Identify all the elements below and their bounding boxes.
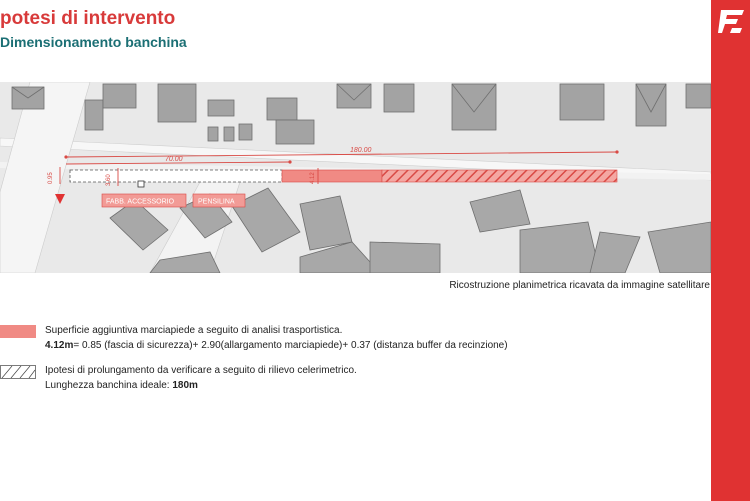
dim-left2-label: 3.60: [106, 174, 112, 186]
legend-swatch-solid-icon: [0, 325, 36, 338]
legend-item1-rest: = 0.85 (fascia di sicurezza)+ 2.90(allargamento marciapiede)+ 0.37 (distanza buffer da recinzione): [73, 340, 508, 351]
dim-mid-label: 4.12: [310, 172, 316, 184]
site-plan-map: [0, 82, 711, 273]
dim-total-label: 180.00: [350, 147, 372, 154]
legend-item2-line1: Ipotesi di prolungamento da verificare a seguito di rilievo celerimetrico.: [45, 365, 357, 376]
dim-left-label: 0.95: [48, 172, 54, 184]
legend-item1-line1: Superficie aggiuntiva marciapiede a seguito di analisi trasportistica.: [45, 325, 343, 336]
fs-logo-icon: [718, 6, 746, 36]
legend-item2-value: 180m: [172, 380, 198, 391]
page-title: potesi di intervento: [0, 8, 176, 29]
legend-item1-line2: [45, 338, 508, 353]
page-subtitle: Dimensionamento banchina: [0, 34, 187, 50]
dim-existing-label: 70.00: [165, 156, 183, 163]
legend-item2-prefix: Lunghezza banchina ideale:: [45, 380, 173, 391]
legend-item1-value: 4.12m: [45, 340, 74, 351]
map-caption: Ricostruzione planimetrica ricavata da immagine satellitare: [449, 280, 710, 291]
fabbricato-label: FABB. ACCESSORIO: [106, 198, 175, 206]
legend-swatch-hatch-icon: [0, 365, 36, 379]
pensilina-label: PENSILINA: [198, 198, 235, 206]
brand-sidebar: [711, 0, 750, 501]
legend-item2-line2: [45, 378, 198, 393]
